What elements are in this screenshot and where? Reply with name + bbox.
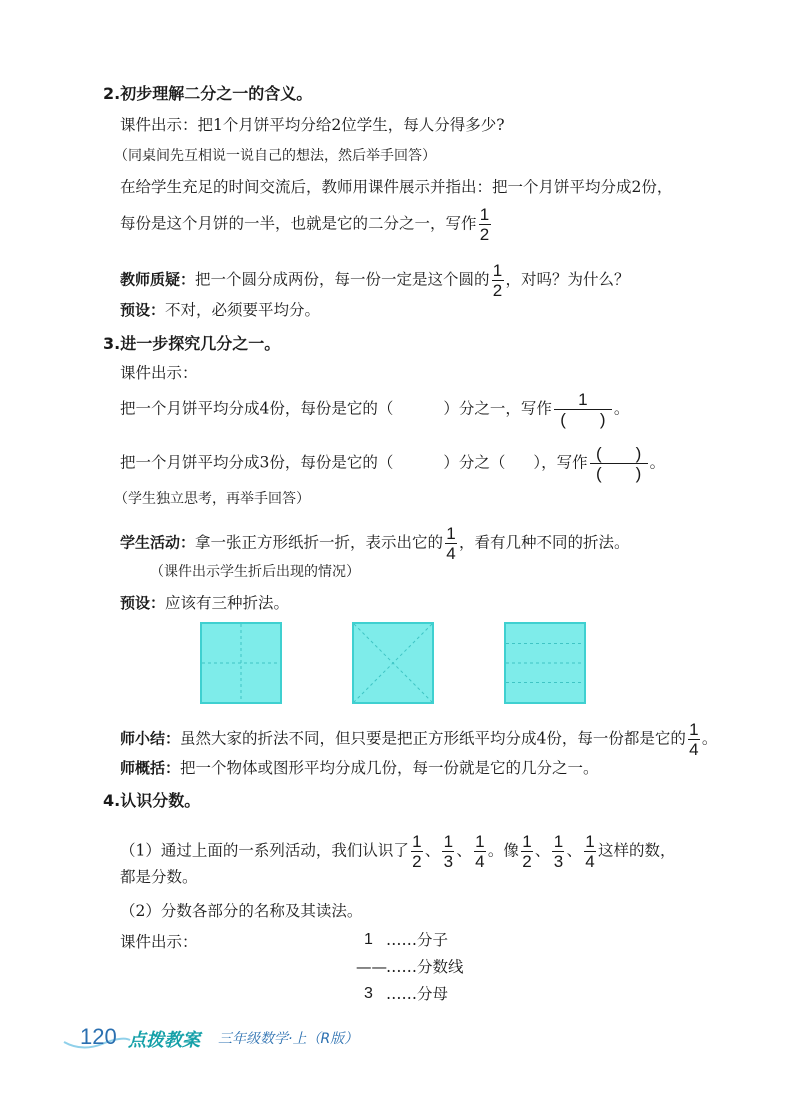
s3-row-1-a: 把一个月饼平均分成4份，每份是它的（ bbox=[120, 399, 394, 418]
generalize-label: 师概括： bbox=[120, 759, 181, 777]
fraction-a: $\frac{1}{2}$ bbox=[412, 832, 422, 871]
s3-row-1 bbox=[120, 390, 629, 429]
fraction-e: $\frac{1}{3}$ bbox=[553, 832, 564, 871]
s3-row-2-c: ），写作 bbox=[533, 453, 588, 472]
s4-line-1-c: 这样的数， bbox=[597, 841, 676, 860]
activity-label: 学生活动： bbox=[120, 533, 196, 552]
book-subtitle: 三年级数学·上（R版） bbox=[218, 1031, 359, 1047]
s3-row-1-b: ）分之一，写作 bbox=[443, 399, 552, 418]
fraction-f: $\frac{1}{4}$ bbox=[585, 832, 595, 871]
fraction-b: $\frac{1}{3}$ bbox=[443, 832, 454, 871]
s2-line-1: 课件出示：把1个月饼平均分给2位学生，每人分得多少? bbox=[120, 116, 505, 134]
fold-square-strips bbox=[504, 622, 586, 704]
fraction-d: $\frac{1}{2}$ bbox=[522, 832, 532, 871]
fold-lines-diagonal bbox=[354, 624, 432, 702]
activity-text: 拿一张正方形纸折一折，表示出它的 bbox=[195, 533, 444, 552]
fraction-one-quarter: $\frac{1}{4}$ bbox=[446, 524, 456, 563]
s2-line-4 bbox=[120, 205, 493, 244]
s3-activity-note: （课件出示学生折后出现的情况） bbox=[150, 564, 360, 580]
s3-row-2-d: 。 bbox=[649, 453, 666, 472]
teacher-question-text: 把一个圆分成两份，每一份一定是这个圆的 bbox=[195, 270, 490, 289]
fold-lines-strips bbox=[506, 624, 584, 702]
s3-show: 课件出示： bbox=[120, 364, 198, 382]
section-3-title: 3.进一步探究几分之一。 bbox=[103, 334, 281, 353]
fraction-c: $\frac{1}{4}$ bbox=[475, 832, 485, 871]
fraction-blank-2: $\frac{( )}{( )}$ bbox=[590, 444, 648, 483]
generalize-text: 把一个物体或图形平均分成几份，每一份就是它的几分之一。 bbox=[180, 759, 599, 777]
summary-text: 虽然大家的折法不同，但只要是把正方形纸平均分成4份，每一份都是它的 bbox=[180, 729, 686, 748]
s4-line-1-a: （1）通过上面的一系列活动，我们认识了 bbox=[120, 841, 409, 860]
denominator-label: ……分母 bbox=[386, 985, 449, 1003]
s2-line-3: 在给学生充足的时间交流后，教师用课件展示并指出：把一个月饼平均分成2份， bbox=[120, 178, 673, 196]
denominator-example: 3 bbox=[364, 985, 373, 1002]
preset-label-2: 预设： bbox=[120, 594, 166, 612]
s3-row-2-a: 把一个月饼平均分成3份，每份是它的（ bbox=[120, 453, 394, 472]
activity-end: ，看有几种不同的折法。 bbox=[459, 533, 630, 552]
s3-preset bbox=[120, 592, 289, 614]
summary-label: 师小结： bbox=[120, 729, 181, 748]
s4-show: 课件出示： bbox=[120, 933, 198, 951]
s4-line-1-b: 。像 bbox=[487, 841, 519, 860]
s3-activity bbox=[120, 524, 630, 563]
fold-square-diagonal bbox=[352, 622, 434, 704]
numerator-example: 1 bbox=[364, 931, 373, 948]
s4-line-2: 都是分数。 bbox=[120, 868, 198, 886]
s3-generalize bbox=[120, 757, 599, 779]
preset-text: 不对，必须要平均分。 bbox=[165, 301, 321, 319]
fraction-one-quarter-2: $\frac{1}{4}$ bbox=[689, 720, 699, 759]
preset-label: 预设： bbox=[120, 301, 166, 319]
s4-line-3: （2）分数各部分的名称及其读法。 bbox=[120, 902, 363, 920]
summary-end: 。 bbox=[701, 729, 718, 748]
preset-text-2: 应该有三种折法。 bbox=[165, 594, 290, 612]
fraction-line-mark: —— bbox=[356, 958, 387, 976]
fold-square-cross bbox=[200, 622, 282, 704]
fraction-blank-1: $\frac{1}{( )}$ bbox=[554, 390, 612, 429]
s3-summary bbox=[120, 720, 717, 759]
numerator-label: ……分子 bbox=[386, 931, 449, 949]
section-2-title: 2.初步理解二分之一的含义。 bbox=[103, 84, 313, 103]
fraction-line-label: ……分数线 bbox=[386, 958, 464, 976]
s2-line-2: （同桌间先互相说一说自己的想法，然后举手回答） bbox=[114, 148, 436, 164]
s3-row-2 bbox=[120, 444, 665, 483]
s4-line-1: （1）通过上面的一系列活动，我们认识了 $\frac{1}{2}$ 、 $\frac{1}{3}$ 、 $\frac{1}{4}$ 。像 $\frac{1}{2}$ 、 $\frac{1}{3}$ 、 $\frac{1}{4}$ 这样的数， bbox=[120, 832, 676, 871]
s3-row-1-c: 。 bbox=[613, 399, 630, 418]
fraction-one-half-2: $\frac{1}{2}$ bbox=[492, 261, 503, 300]
fold-lines-cross bbox=[202, 624, 280, 702]
fraction-one-half: $\frac{1}{2}$ bbox=[479, 205, 490, 244]
page-number: 120 bbox=[80, 1024, 117, 1049]
s2-question bbox=[120, 261, 630, 300]
section-4-title: 4.认识分数。 bbox=[103, 791, 201, 810]
s3-row-2-b: ）分之（ bbox=[443, 453, 506, 472]
teacher-question-label: 教师质疑： bbox=[120, 270, 196, 289]
s2-line-4-text: 每份是这个月饼的一半，也就是它的二分之一，写作 bbox=[120, 214, 477, 233]
brand-logo: 点拨教案 bbox=[128, 1030, 200, 1051]
s2-preset bbox=[120, 299, 320, 321]
s3-note: （学生独立思考，再举手回答） bbox=[114, 491, 310, 507]
teacher-question-end: ，对吗？为什么？ bbox=[505, 270, 630, 289]
